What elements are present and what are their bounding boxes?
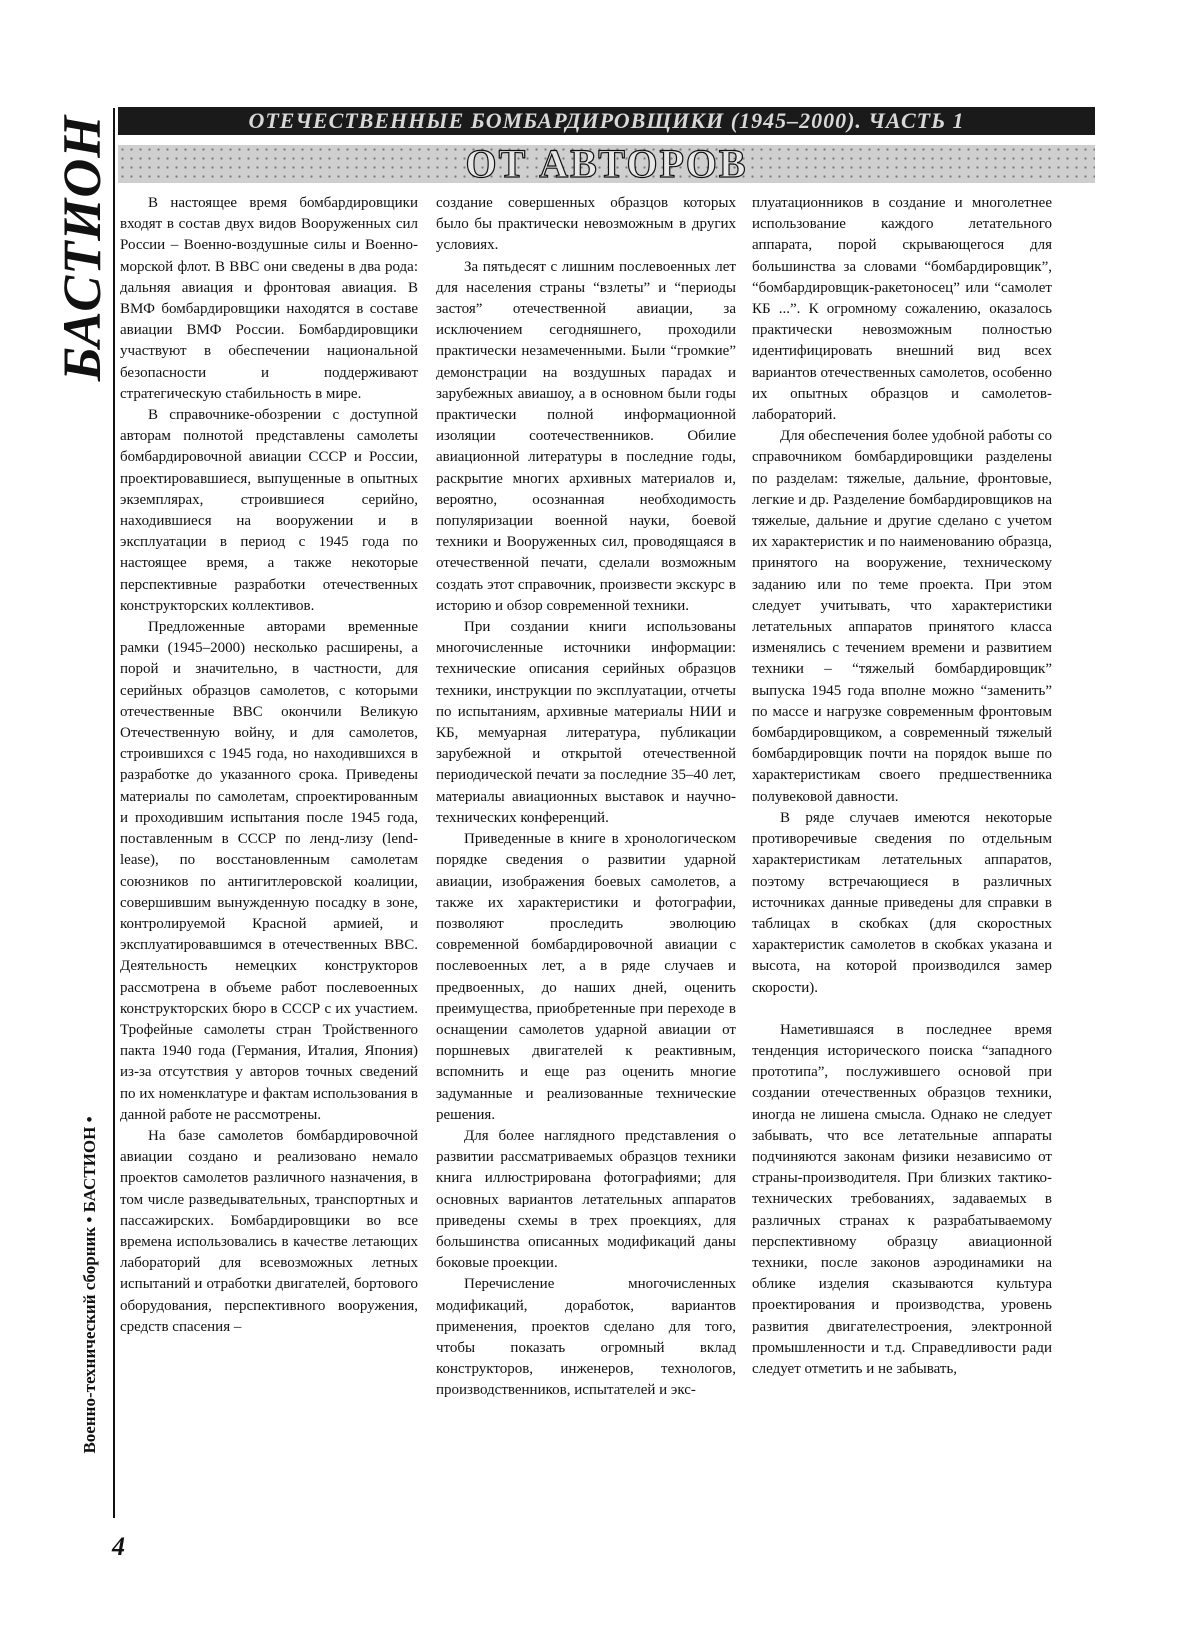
paragraph-gap: [752, 999, 1052, 1020]
paragraph: Приведенные в книге в хронологическом порядке сведения о развитии ударной авиации, изображения боевых самолетов, а также их характеристики и фотографии, позволяют проследить эволюцию современной бомбардировочной авиации с послевоенных лет, а в ряде случаев и предвоенных, до наших дней, оценить преимущества, приобретенные при переходе в оснащении самолетов ударной авиации от поршневых двигателей к реактивным, вспомнить и еще раз оценить многие задуманные и реализованные технические решения.: [436, 831, 736, 1123]
paragraph: Перечисление многочисленных модификаций, доработок, вариантов применения, проектов сделано для того, чтобы показать огромный вклад конструкторов, инженеров, технологов, производственников, испытателей и экс-: [436, 1276, 736, 1399]
text-column-3: [752, 193, 1052, 1380]
paragraph: создание совершенных образцов которых было бы практически невозможным в других условиях.: [436, 195, 736, 254]
series-caption: [76, 1050, 104, 1520]
page-number: 4: [112, 1532, 125, 1561]
series-title: ОТЕЧЕСТВЕННЫЕ БОМБАРДИРОВЩИКИ (1945–2000). ЧАСТЬ 1: [248, 108, 965, 133]
vertical-rule: [113, 108, 115, 1518]
bastion-logo: [52, 114, 112, 382]
paragraph: В справочнике-обозрении с доступной авторам полнотой представлены самолеты бомбардировочной авиации СССР и России, проектировавшиеся, выпущенные в опытных экземплярах, строившиеся серийно, находившиеся на вооружении и в эксплуатации в период с 1945 года по настоящее время, а также некоторые перспективные разработки отечественных конструкторских коллективов.: [120, 407, 418, 614]
paragraph: Для обеспечения более удобной работы со справочником бомбардировщики разделены по разделам: тяжелые, дальние, фронтовые, легкие и др. Разделение бомбардировщиков на тяжелые, дальние и другие сделано с учетом их характеристик и по наименованию образца, принятого на вооружение, техническому заданию или по теме проекта. При этом следует учитывать, что характеристики летательных аппаратов принятого класса изменялись с течением времени и развитием техники – “тяжелый бомбардировщик” выпуска 1945 года вполне можно “заменить” по массе и нагрузке современным фронтовым бомбардировщиком, а современный тяжелый бомбардировщик почти на порядок выше по характеристикам своего предшественника полувековой давности.: [752, 428, 1052, 805]
paragraph: Наметившаяся в последнее время тенденция исторического поиска “западного прототипа”, послужившего основой при создании отечественных образцов техники, иногда не лишена смысла. Однако не следует забывать, что все летательные аппараты подчиняются законам физики независимо от страны-производителя. При близких тактико-технических требованиях, задаваемых в различных странах к разрабатываемому перспективному образцу авиационной техники, после законов аэродинамики на облике изделия сказываются культура проектирования и производства, уровень развития двигателестроения, электронной промышленности и т.д. Справедливости ради следует отметить и не забывать,: [752, 1021, 1052, 1377]
text-column-1: [120, 193, 418, 1338]
paragraph: Предложенные авторами временные рамки (1945–2000) несколько расширены, а порой и значительно, в частности, для серийных образцов самолетов, с которыми отечественные ВВС окончили Великую Отечественную войну, и для самолетов, строившихся с 1945 года, но находившихся в разработке до указанного срока. Приведены материалы по самолетам, спроектированным и проходившим испытания после 1945 года, поставленным в СССР по ленд-лизу (lend-lease), по восстановленным самолетам союзников по антигитлеровской коалиции, совершившим вынужденную посадку в зоне, контролируемой Красной армией, и эксплуатировавшимся в отечественных ВВС. Деятельность немецких конструкторов рассмотрена в объеме работ послевоенных конструкторских бюро в СССР с их участием. Трофейные самолеты стран Тройственного пакта 1940 года (Германия, Италия, Япония) из-за отсутствия у авторов точных сведений по их номенклатуре и фактам использования в данной работе не рассмотрены.: [120, 619, 418, 1123]
paragraph: В настоящее время бомбардировщики входят в состав двух видов Вооруженных сил России – Военно-воздушные силы и Военно-морской флот. В ВВС они сведены в два рода: дальняя авиация и фронтовая авиация. В ВМФ бомбардировщики находятся в составе авиации ВМФ России. Бомбардировщики участвуют в обеспечении национальной безопасности и поддерживают стратегическую стабильность в мире.: [120, 195, 418, 402]
paragraph: плуатационников в создание и многолетнее использование каждого летательного аппарата, порой скрывающегося для большинства за словами “бомбардировщик”, “бомбардировщик-ракетоносец” или “самолет КБ ...”. К огромному сожалению, оказалось практически невозможным полностью идентифицировать внешний вид всех вариантов отечественных самолетов, особенно их опытных образцов и самолетов-лабораторий.: [752, 195, 1052, 424]
bastion-logo-text: БАСТИОН: [52, 114, 112, 382]
series-header-band: [118, 107, 1095, 135]
paragraph: На базе самолетов бомбардировочной авиации создано и реализовано немало проектов самолетов различного назначения, в том числе разведывательных, транспортных и пассажирских. Бомбардировщики во все времена использовались в качестве летающих лабораторий для всевозможных летных испытаний и отработки двигателей, бортового оборудования, перспективного вооружения, средств спасения –: [120, 1127, 418, 1335]
paragraph: При создании книги использованы многочисленные источники информации: технические описания серийных образцов техники, инструкции по эксплуатации, отчеты по испытаниям, архивные материалы НИИ и КБ, мемуарная литература, публикации зарубежной и открытой отечественной периодической печати за последние 35–40 лет, материалы авиационных выставок и научно-технических конференций.: [436, 619, 736, 826]
section-title-band: [118, 141, 1095, 186]
text-column-2: [436, 193, 736, 1402]
section-title: ОТ АВТОРОВ: [465, 141, 748, 186]
paragraph: В ряде случаев имеются некоторые противоречивые сведения по отдельным характеристикам летательных аппаратов, поэтому встречающиеся в различных источниках данные приведены для справки в таблицах в скобках (для скоростных характеристик самолетов в скобках указана и высота, на которой производился замер скорости).: [752, 809, 1052, 996]
series-caption-text: Военно-технический сборник • БАСТИОН •: [80, 1116, 99, 1454]
paragraph: Для более наглядного представления о развитии рассматриваемых образцов техники книга иллюстрирована фотографиями; для основных вариантов летательных аппаратов приведены схемы в трех проекциях, для большинства описанных модификаций даны боковые проекции.: [436, 1127, 736, 1272]
paragraph: За пятьдесят с лишним послевоенных лет для населения страны “взлеты” и “периоды застоя” отечественной авиации, за исключением сегодняшнего, проходили практически незамеченными. Были “громкие” демонстрации на воздушных парадах и зарубежных авиашоу, а в основном были годы практически полной информационной изоляции соотечественников. Обилие авиационной литературы в последние годы, раскрытие многих архивных материалов и, вероятно, осознанная необходимость популяризации военной науки, боевой техники и Вооруженных сил, проводящаяся в отечественной печати, сделали возможным создать этот справочник, произвести экскурс в историю и обзор современной техники.: [436, 258, 736, 614]
